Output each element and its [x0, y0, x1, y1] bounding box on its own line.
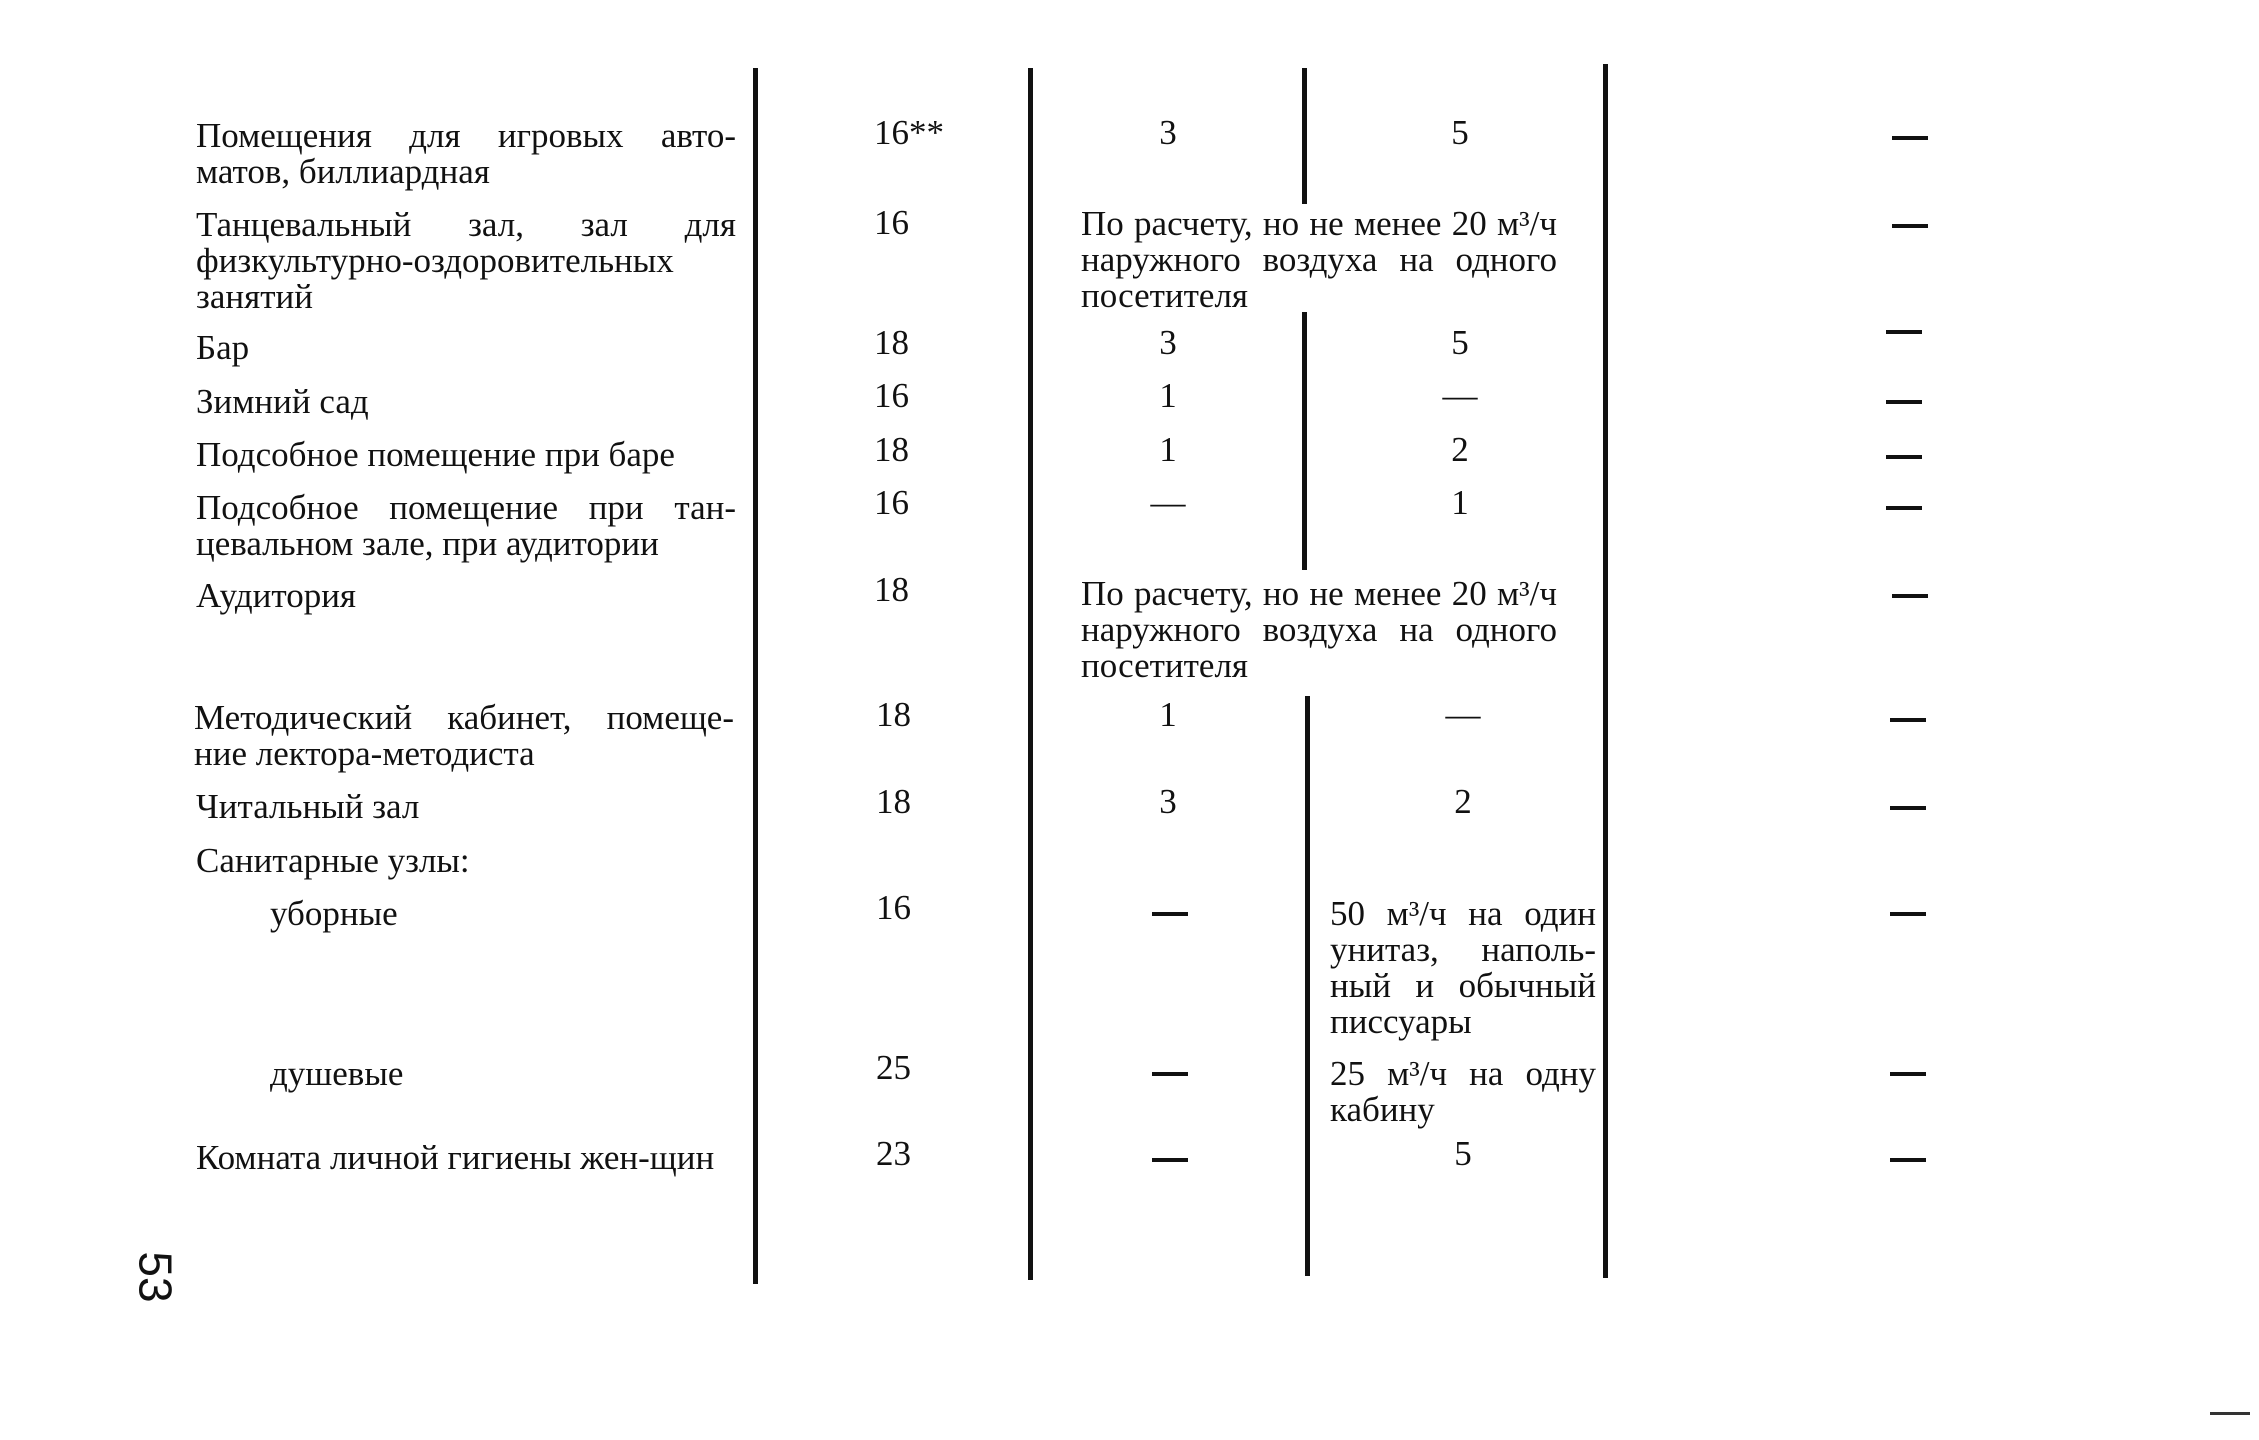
column-rule-2: [1028, 68, 1033, 1280]
page-number: 53: [129, 1251, 182, 1303]
row-3-intake: 1: [1159, 376, 1177, 415]
column-rule-4: [1603, 64, 1608, 1278]
row-12-name: Комната личной гигиены жен-щин: [196, 1138, 715, 1177]
row-2-intake: 3: [1159, 323, 1177, 362]
row-5-exhaust: 1: [1451, 483, 1469, 522]
row-1-name: Танцевальный зал, зал для физкультурно-оздоровительных занятий: [196, 205, 736, 316]
row-5-dash: [1886, 506, 1922, 510]
row-3-exhaust: —: [1442, 376, 1478, 415]
row-8-dash: [1890, 806, 1926, 810]
row-7-exhaust: —: [1445, 695, 1481, 734]
row-7-name: Методический кабинет, помеще-ние лектора-методиста: [194, 698, 734, 773]
row-3-name: Зимний сад: [196, 382, 369, 421]
column-rule-3-bottom: [1305, 696, 1310, 1276]
row-0-exhaust: 5: [1451, 113, 1469, 152]
row-11-dash: [1890, 1072, 1926, 1076]
row-1-temperature: 16: [874, 203, 909, 242]
row-12-exhaust: 5: [1454, 1134, 1472, 1173]
column-rule-1: [753, 68, 758, 1284]
row-7-dash: [1890, 718, 1926, 722]
row-4-temperature: 18: [874, 430, 909, 469]
row-3-dash: [1886, 400, 1922, 404]
row-5-name: Подсобное помещение при тан-цевальном зале, при аудитории: [196, 488, 736, 563]
column-rule-3-mid: [1302, 312, 1307, 570]
row-4-intake: 1: [1159, 430, 1177, 469]
row-0-intake: 3: [1159, 113, 1177, 152]
row-1-dash: [1892, 224, 1928, 228]
row-6-dash: [1892, 594, 1928, 598]
column-rule-3-top: [1302, 68, 1307, 204]
row-11-temperature: 25: [876, 1048, 911, 1087]
scan-corner-mark: [2210, 1412, 2250, 1415]
row-4-dash: [1886, 455, 1922, 459]
row-5-temperature: 16: [874, 483, 909, 522]
row-8-intake: 3: [1159, 782, 1177, 821]
row-10-name: уборные: [270, 894, 398, 933]
row-8-temperature: 18: [876, 782, 911, 821]
row-2-dash: [1886, 330, 1922, 334]
row-10-dash: [1890, 912, 1926, 916]
row-2-exhaust: 5: [1451, 323, 1469, 362]
row-4-exhaust: 2: [1451, 430, 1469, 469]
row-12-dash: [1890, 1158, 1926, 1162]
row-2-temperature: 18: [874, 323, 909, 362]
row-2-name: Бар: [196, 328, 250, 367]
row-0-temperature: 16**: [874, 113, 944, 152]
row-7-temperature: 18: [876, 695, 911, 734]
row-5-intake: —: [1150, 483, 1186, 522]
row-3-temperature: 16: [874, 376, 909, 415]
row-1-merged-norm: По расчету, но не менее 20 м³/ч наружного воздуха на одного посетителя: [1081, 204, 1557, 315]
row-6-temperature: 18: [874, 570, 909, 609]
row-12-temperature: 23: [876, 1134, 911, 1173]
row-10-exhaust: 50 м³/ч на один унитаз, наполь-ный и обычный писсуары: [1330, 894, 1596, 1041]
row-11-name: душевые: [270, 1054, 404, 1093]
row-6-merged-norm: По расчету, но не менее 20 м³/ч наружного воздуха на одного посетителя: [1081, 574, 1557, 685]
row-0-name: Помещения для игровых авто-матов, биллиардная: [196, 116, 736, 191]
row-4-name: Подсобное помещение при баре: [196, 435, 675, 474]
row-0-dash: [1892, 136, 1928, 140]
row-9-section-heading: Санитарные узлы:: [196, 841, 470, 880]
row-6-name: Аудитория: [196, 576, 357, 615]
row-11-exhaust: 25 м³/ч на одну кабину: [1330, 1054, 1596, 1129]
row-12-intake-dash: [1152, 1158, 1188, 1162]
row-10-temperature: 16: [876, 888, 911, 927]
row-10-intake-dash: [1152, 912, 1188, 916]
row-7-intake: 1: [1159, 695, 1177, 734]
row-11-intake-dash: [1152, 1072, 1188, 1076]
row-8-exhaust: 2: [1454, 782, 1472, 821]
row-8-name: Читальный зал: [196, 787, 420, 826]
